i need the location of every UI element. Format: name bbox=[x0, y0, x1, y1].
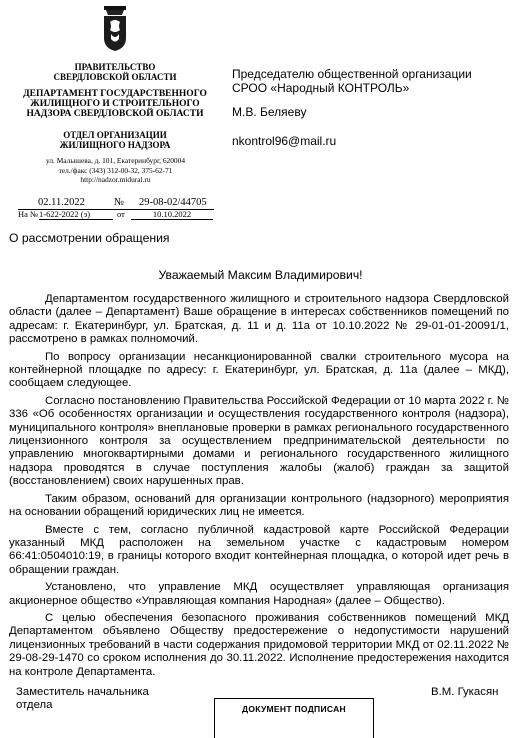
number-sign: № bbox=[114, 197, 125, 208]
postal-address: ул. Малышева, д. 101, Екатеринбург, 620004 bbox=[45, 156, 186, 165]
position-line: отдела bbox=[16, 699, 53, 711]
unit-name bbox=[40, 130, 190, 150]
unit-line: ЖИЛИЩНОГО НАДЗОРА bbox=[59, 140, 171, 150]
unit-line: ОТДЕЛ ОРГАНИЗАЦИИ bbox=[63, 130, 167, 140]
department-name bbox=[15, 89, 215, 119]
body-paragraph: Установлено, что управление МКД осуществляет управляющая организация акционерное общество «Управляющая компания Народная» (далее – Общество). bbox=[9, 581, 509, 607]
government-line: СВЕРДЛОВСКОЙ ОБЛАСТИ bbox=[53, 72, 177, 82]
signatory-name: В.М. Гукасян bbox=[431, 686, 499, 698]
body-paragraph: Таким образом, оснований для организации контрольного (надзорного) мероприятия на основании обращений юридических лиц не имеется. bbox=[9, 492, 509, 519]
letter-subject: О рассмотрении обращения bbox=[9, 231, 170, 245]
outgoing-number: 29-08-02/44705 bbox=[139, 197, 207, 208]
signatory-position bbox=[16, 686, 149, 712]
department-line: ЖИЛИЩНОГО И СТРОИТЕЛЬНОГО bbox=[30, 99, 200, 109]
phone-fax: тел./факс (343) 312-00-32, 375-62-71 bbox=[58, 165, 173, 175]
reply-prefix: На № bbox=[18, 209, 39, 219]
website: http://nadzor.midural.ru bbox=[80, 175, 151, 185]
from-word: от bbox=[117, 209, 125, 219]
government-name bbox=[40, 62, 190, 82]
reply-date: 10.10.2022 bbox=[131, 209, 213, 220]
recipient-position bbox=[232, 67, 472, 95]
department-line: ДЕПАРТАМЕНТ ГОСУДАРСТВЕННОГО bbox=[23, 89, 207, 99]
body-paragraph: Департаментом государственного жилищного и строительного надзора Свердловской области (далее – Департамент) Ваше обращение в интересах собственников помещений по адресам: г. Екатеринбург, ул. Братская, д. 11 и д. 11а от 10.10.2022 № 29-01-01-20091/1, рассмотрено в рамках полномочий. bbox=[9, 293, 509, 346]
body-paragraph: Вместе с тем, согласно публичной кадастровой карте Российской Федерации указанный МКД расположен на земельном участке с кадастровым номером 66:41:0504010:19, в границы которого входит контейнерная площадка, о которой идет речь в обращении граждан. bbox=[9, 523, 509, 576]
letter-body bbox=[9, 293, 509, 683]
recipient-name: М.В. Беляеву bbox=[232, 105, 307, 119]
outgoing-date: 02.11.2022 bbox=[38, 197, 85, 208]
government-line: ПРАВИТЕЛЬСТВО bbox=[74, 62, 156, 72]
contact-block bbox=[18, 156, 213, 185]
recipient-email: nkontrol96@mail.ru bbox=[232, 134, 337, 148]
body-paragraph: С целью обеспечения безопасного проживания собственников помещений МКД Департаментом объявлено Обществу предостережение о недопустимости нарушений лицензионных требований в части содержания придомовой территории МКД от 02.11.2022 № 29-08-29-1470 со сроком исполнения до 30.11.2022. Исполнение предостережения находится на контроле Департамента. bbox=[9, 611, 509, 678]
signature-stamp bbox=[214, 698, 374, 738]
department-line: НАДЗОРА СВЕРДЛОВСКОЙ ОБЛАСТИ bbox=[26, 109, 204, 119]
body-paragraph: По вопросу организации несанкционированной свалки строительного мусора на контейнерной площадке по адресу: г. Екатеринбург, ул. Братская, д. 11а (далее – МКД), сообщаем следующее. bbox=[9, 350, 509, 390]
coat-of-arms-emblem bbox=[101, 6, 129, 52]
stamp-label: ДОКУМЕНТ ПОДПИСАН bbox=[242, 704, 346, 714]
position-line: Заместитель начальника bbox=[16, 686, 149, 698]
recipient-line: СРОО «Народный КОНТРОЛЬ» bbox=[232, 81, 410, 95]
greeting: Уважаемый Максим Владимирович! bbox=[158, 268, 363, 282]
recipient-line: Председателю общественной организации bbox=[232, 67, 472, 81]
reply-number: 1-622-2022 (э) bbox=[39, 209, 113, 220]
body-paragraph: Согласно постановлению Правительства Российской Федерации от 10 марта 2022 г. № 336 «Об особенностях организации и осуществления государственного контроля (надзора), муниципального контроля» внеплановые проверки в рамках регионального государственного лицензионного контроля за осуществлением предпринимательской деятельности по управлению многоквартирными домами и регионального государственного жилищного надзора проводятся в случае поступления жалобы (жалоб) граждан за защитой (восстановлением) своих нарушенных прав. bbox=[9, 394, 509, 488]
reply-registration bbox=[18, 209, 214, 221]
